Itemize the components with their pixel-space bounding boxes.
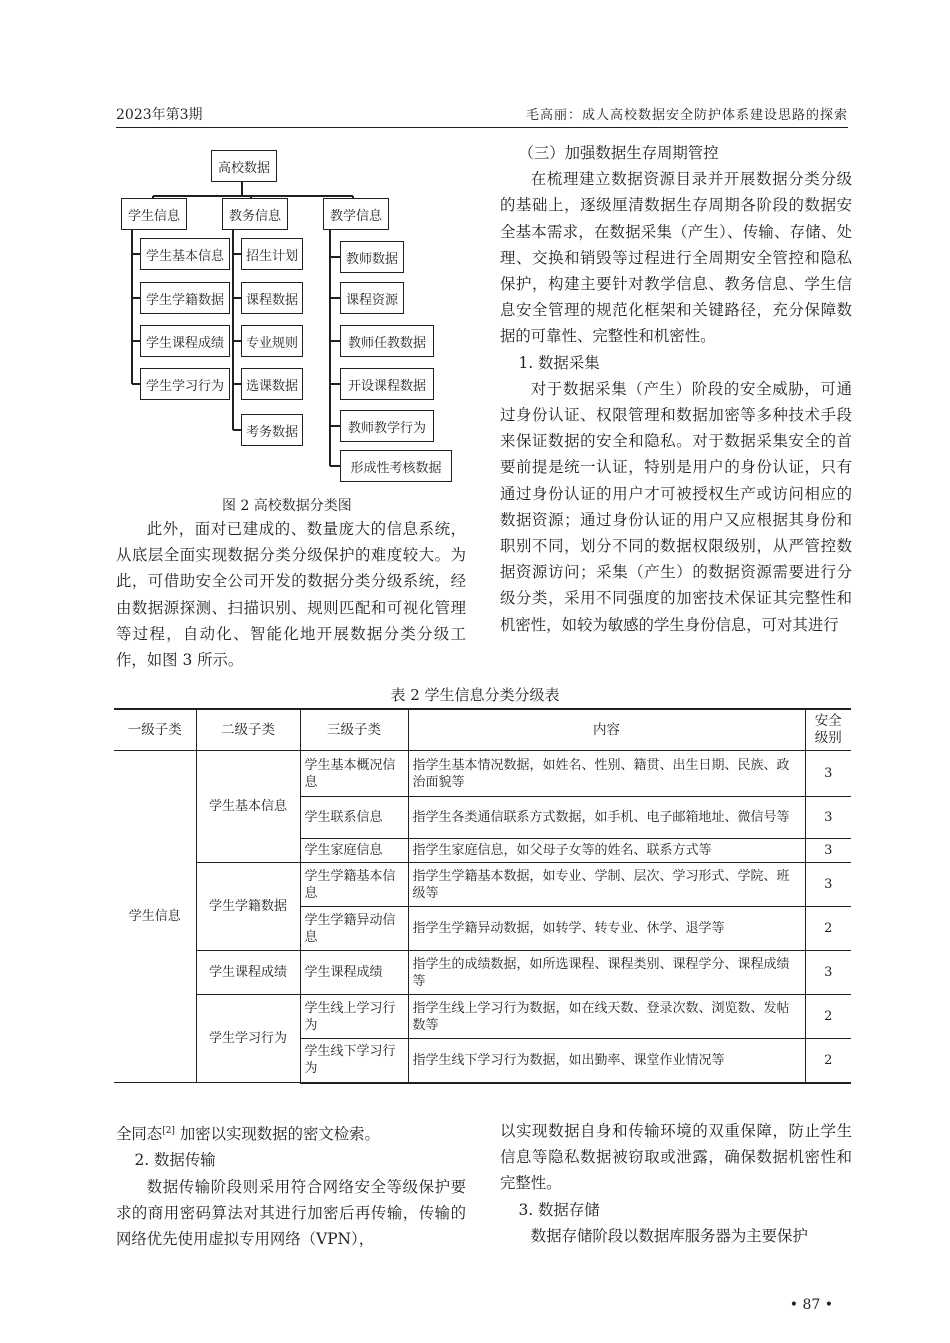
tree-leaf: 学生学习行为 bbox=[140, 368, 230, 400]
tree-leaf: 学生基本信息 bbox=[140, 238, 230, 270]
security-level-cell: 3 bbox=[805, 951, 851, 995]
right-column-bottom bbox=[500, 1118, 852, 1249]
text-run: 加密以实现数据的密文检索。 bbox=[174, 1125, 380, 1144]
tree-leaf: 开设课程数据 bbox=[340, 368, 434, 400]
level3-cell: 学生线上学习行为 bbox=[300, 995, 408, 1039]
paragraph: 对于数据采集（产生）阶段的安全威胁，可通过身份认证、权限管理和数据加密等多种技术手段来保证数据的安全和隐私。对于数据采集安全的首要前提是统一认证，特别是用户的身份认证，只有通过身份认证的用户才可被授权生产或访问相应的数据资源；通过身份认证的用户又应根据其身份和职别不同，划分不同的数据权限级别，从严管控数据资源访问；采集（产生）的数据资源需要进行分级分类，采用不同强度的加密技术保证其完整性和机密性，如较为敏感的学生身份信息，可对其进行 bbox=[500, 379, 852, 634]
level2-cell: 学生基本信息 bbox=[196, 751, 300, 863]
tree-leaf: 教师任教数据 bbox=[340, 325, 434, 357]
citation-ref: [2] bbox=[162, 1126, 175, 1136]
header-rule bbox=[116, 127, 848, 128]
paragraph: 此外，面对已建成的、数量庞大的信息系统，从底层全面实现数据分类分级保护的难度较大。为此，可借助安全公司开发的数据分类分级系统，经由数据源探测、扫描识别、规则匹配和可视化管理等过程，自动化、智能化地开展数据分类分级工作，如图 3 所示。 bbox=[116, 520, 466, 670]
security-level-cell: 3 bbox=[805, 751, 851, 797]
journal-issue: 2023年第3期 bbox=[116, 107, 203, 123]
right-column-top bbox=[500, 140, 852, 638]
col-header: 内容 bbox=[408, 709, 805, 751]
security-level-cell: 2 bbox=[805, 907, 851, 951]
page-number: • 87 • bbox=[789, 1297, 833, 1313]
security-level-cell: 3 bbox=[805, 863, 851, 907]
content-cell: 指学生学籍异动数据，如转学、转专业、休学、退学等 bbox=[408, 907, 805, 951]
left-column-top bbox=[116, 516, 466, 673]
tree-branch-student: 学生信息 bbox=[121, 198, 187, 230]
table-header-row bbox=[114, 709, 851, 751]
content-cell: 指学生家庭信息，如父母子女等的姓名、联系方式等 bbox=[408, 839, 805, 863]
running-title: 毛高丽：成人高校数据安全防护体系建设思路的探索 bbox=[525, 108, 848, 123]
level3-cell: 学生学籍异动信息 bbox=[300, 907, 408, 951]
subsection-heading: 1. 数据采集 bbox=[518, 353, 600, 372]
level2-cell: 学生学籍数据 bbox=[196, 863, 300, 951]
level2-cell: 学生课程成绩 bbox=[196, 951, 300, 995]
classification-table bbox=[114, 708, 851, 1084]
col-header: 二级子类 bbox=[196, 709, 300, 751]
tree-leaf: 考务数据 bbox=[241, 414, 303, 446]
table-title: 表 2 学生信息分类分级表 bbox=[390, 686, 560, 704]
col-header: 安全级别 bbox=[805, 709, 851, 751]
left-column-bottom bbox=[116, 1118, 466, 1252]
section-heading: （三）加强数据生存周期管控 bbox=[518, 144, 719, 162]
col-header: 三级子类 bbox=[300, 709, 408, 751]
content-cell: 指学生学籍基本数据，如专业、学制、层次、学习形式、学院、班级等 bbox=[408, 863, 805, 907]
table-row bbox=[114, 863, 851, 907]
paragraph bbox=[116, 1118, 466, 1147]
level2-cell: 学生学习行为 bbox=[196, 995, 300, 1083]
level3-cell: 学生联系信息 bbox=[300, 797, 408, 839]
tree-root: 高校数据 bbox=[211, 150, 277, 182]
content-cell: 指学生基本情况数据，如姓名、性别、籍贯、出生日期、民族、政治面貌等 bbox=[408, 751, 805, 797]
security-level-cell: 2 bbox=[805, 995, 851, 1039]
tree-branch-academic: 教务信息 bbox=[222, 198, 288, 230]
table-row bbox=[114, 951, 851, 995]
tree-leaf: 学生学籍数据 bbox=[140, 282, 230, 314]
paragraph: 数据存储阶段以数据库服务器为主要保护 bbox=[530, 1226, 808, 1245]
content-cell: 指学生线上学习行为数据，如在线天数、登录次数、浏览数、发帖数等 bbox=[408, 995, 805, 1039]
level3-cell: 学生基本概况信息 bbox=[300, 751, 408, 797]
subsection-heading: 3. 数据存储 bbox=[518, 1200, 600, 1219]
tree-branch-teaching: 教学信息 bbox=[323, 198, 389, 230]
tree-leaf: 教师数据 bbox=[340, 241, 404, 273]
level3-cell: 学生线下学习行为 bbox=[300, 1039, 408, 1083]
table-row bbox=[114, 751, 851, 797]
figure-caption: 图 2 高校数据分类图 bbox=[222, 498, 352, 514]
level1-cell: 学生信息 bbox=[114, 751, 196, 1083]
tree-leaf: 课程数据 bbox=[241, 282, 303, 314]
tree-leaf: 形成性考核数据 bbox=[340, 450, 452, 482]
tree-leaf: 专业规则 bbox=[241, 325, 303, 357]
tree-leaf: 招生计划 bbox=[241, 238, 303, 270]
tree-leaf: 学生课程成绩 bbox=[140, 325, 230, 357]
content-cell: 指学生各类通信联系方式数据，如手机、电子邮箱地址、微信号等 bbox=[408, 797, 805, 839]
subsection-heading: 2. 数据传输 bbox=[134, 1151, 216, 1170]
text-run: 全同态 bbox=[116, 1125, 163, 1144]
classification-diagram bbox=[118, 140, 472, 495]
tree-leaf: 教师教学行为 bbox=[340, 410, 434, 442]
level3-cell: 学生学籍基本信息 bbox=[300, 863, 408, 907]
security-level-cell: 3 bbox=[805, 797, 851, 839]
table-row bbox=[114, 995, 851, 1039]
tree-leaf: 课程资源 bbox=[340, 282, 404, 314]
content-cell: 指学生线下学习行为数据，如出勤率、课堂作业情况等 bbox=[408, 1039, 805, 1083]
paragraph: 以实现数据自身和传输环境的双重保障，防止学生信息等隐私数据被窃取或泄露，确保数据机密性和完整性。 bbox=[500, 1122, 852, 1193]
security-level-cell: 3 bbox=[805, 839, 851, 863]
security-level-cell: 2 bbox=[805, 1039, 851, 1083]
paragraph: 数据传输阶段则采用符合网络安全等级保护要求的商用密码算法对其进行加密后再传输，传输的网络优先使用虚拟专用网络（VPN）， bbox=[116, 1177, 466, 1248]
content-cell: 指学生的成绩数据，如所选课程、课程类别、课程学分、课程成绩等 bbox=[408, 951, 805, 995]
level3-cell: 学生家庭信息 bbox=[300, 839, 408, 863]
col-header: 一级子类 bbox=[114, 709, 196, 751]
level3-cell: 学生课程成绩 bbox=[300, 951, 408, 995]
tree-leaf: 选课数据 bbox=[241, 368, 303, 400]
paragraph: 在梳理建立数据资源目录并开展数据分类分级的基础上，逐级厘清数据生存周期各阶段的数据安全基本需求，在数据采集（产生）、传输、存储、处理、交换和销毁等过程进行全周期安全管控和隐私保护，构建主要针对教学信息、教务信息、学生信息安全管理的规范化框架和关键路径，充分保障数据的可靠性、完整性和机密性。 bbox=[500, 170, 852, 346]
